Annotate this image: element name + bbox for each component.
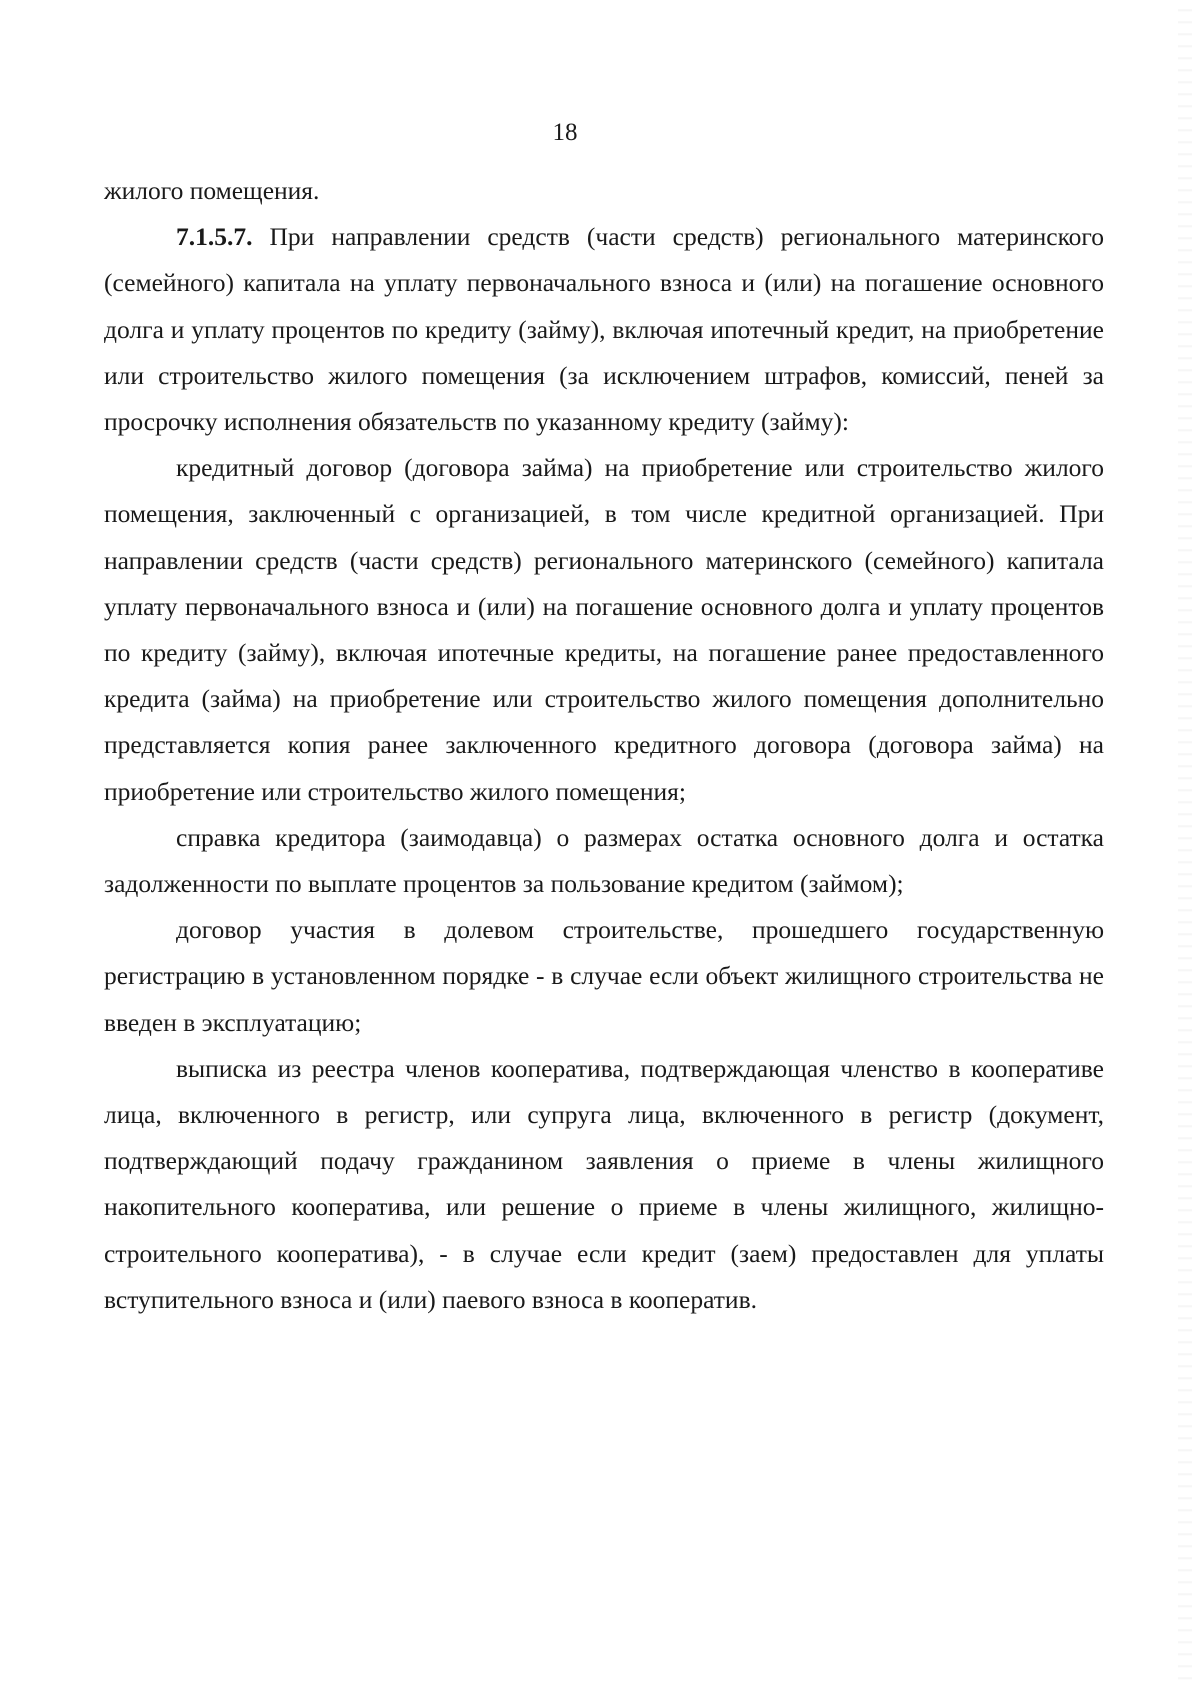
paragraph-credit-agreement [104,445,1104,815]
section-number: 7.1.5.7. [176,222,253,252]
paragraph-text: договор участия в долевом строительстве, прошедшего государственную регистрацию в установленном порядке - в случае если объект жилищного строительства не введен в эксплуатацию; [104,915,1104,1037]
page-number: 18 [552,119,578,146]
paragraph-text: кредитный договор (договора займа) на приобретение или строительство жилого помещения, заключенный с организацией, в том числе кредитной организацией. При направлении средств (части средств) регионального материнского (семейного) капитала уплату первоначального взноса и (или) на погашение основного долга и уплату процентов по кредиту (займу), включая ипотечные кредиты, на погашение ранее предоставленного кредита (займа) на приобретение или строительство жилого помещения дополнительно представляется копия ранее заключенного кредитного договора (договора займа) на приобретение или строительство жилого помещения; [104,453,1104,806]
paragraph-text: справка кредитора (заимодавца) о размерах остатка основного долга и остатка задолженности по выплате процентов за пользование кредитом (займом); [104,822,1104,899]
document-body [104,168,1104,1323]
scan-edge-artifact [1178,0,1192,1685]
paragraph-shared-construction [104,907,1104,1046]
paragraph-cooperative-extract [104,1046,1104,1323]
paragraph-text: При направлении средств (части средств) регионального материнского (семейного) капитала на уплату первоначального взноса и (или) на погашение основного долга и уплату процентов по кредиту (займу), включая ипотечный кредит, на приобретение или строительство жилого помещения (за исключением штрафов, комиссий, пеней за просрочку исполнения обязательств по указанному кредиту (займу): [104,222,1104,437]
paragraph-creditor-certificate [104,815,1104,907]
paragraph-continuation [104,168,1104,214]
paragraph-section-7-1-5-7 [104,214,1104,445]
paragraph-text: выписка из реестра членов кооператива, подтверждающая членство в кооперативе лица, включенного в регистр, или супруга лица, включенного в регистр (документ, подтверждающий подачу гражданином заявления о приеме в члены жилищного накопительного кооператива, или решение о приеме в члены жилищного, жилищно-строительного кооператива), - в случае если кредит (заем) предоставлен для уплаты вступительного взноса и (или) паевого взноса в кооператив. [104,1053,1104,1314]
paragraph-text: жилого помещения. [104,176,320,205]
